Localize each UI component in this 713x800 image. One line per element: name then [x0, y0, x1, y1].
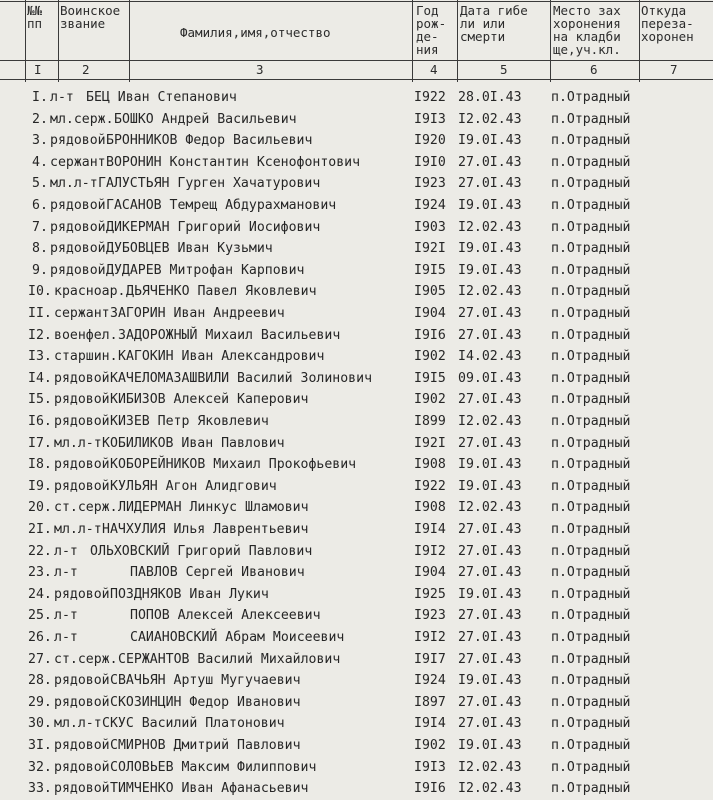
- death-date: 27.0I.43: [458, 565, 522, 581]
- header-divider: [412, 0, 413, 82]
- birth-year: I9I4: [414, 716, 446, 732]
- birth-year: I9I6: [414, 327, 446, 343]
- burial-place: п.Отрадный: [551, 716, 631, 732]
- military-rank: мл.л-т: [54, 435, 102, 451]
- burial-place: п.Отрадный: [551, 133, 631, 149]
- military-rank: старшин.: [54, 349, 118, 365]
- header-number: 5: [500, 62, 508, 77]
- table-row: [0, 196, 713, 216]
- birth-year: I904: [414, 565, 446, 581]
- military-rank: ст.серж.: [54, 651, 118, 667]
- full-name: СМИРНОВ Дмитрий Павлович: [110, 738, 301, 753]
- burial-place: п.Отрадный: [551, 781, 631, 797]
- burial-place: п.Отрадный: [551, 241, 631, 257]
- header-col-death-date: Дата гибе ли или смерти: [460, 3, 528, 44]
- table-header: [0, 0, 713, 82]
- military-rank: военфел.: [54, 327, 118, 343]
- burial-place: п.Отрадный: [551, 219, 631, 235]
- header-divider: [639, 0, 640, 82]
- table-row: [0, 239, 713, 259]
- table-row: [0, 347, 713, 367]
- military-rank: рядовой: [54, 478, 110, 494]
- birth-year: I904: [414, 306, 446, 321]
- table-row: [0, 282, 713, 302]
- military-rank: рядовой: [50, 198, 106, 213]
- row-number: 5.: [32, 176, 48, 192]
- death-date: 27.0I.43: [458, 630, 522, 645]
- birth-year: I922: [414, 90, 446, 105]
- burial-place: п.Отрадный: [551, 327, 631, 343]
- full-name: ПОПОВ Алексей Алексеевич: [130, 608, 321, 624]
- birth-year: I9I2: [414, 543, 446, 559]
- table-row: [0, 477, 713, 497]
- row-number: 9.: [32, 262, 48, 278]
- military-rank: мл.л-т: [54, 716, 102, 732]
- full-name: КОБИЛИКОВ Иван Павлович: [102, 435, 285, 451]
- header-col-burial-place: Место зах хоронения на кладби ще,уч.кл.: [553, 3, 621, 57]
- full-name: ТИМЧЕНКО Иван Афанасьевич: [110, 781, 309, 797]
- header-number: 2: [82, 62, 90, 77]
- header-bottom-rule: [0, 79, 713, 80]
- death-date: 28.0I.43: [458, 90, 522, 105]
- burial-place: п.Отрадный: [551, 500, 631, 516]
- death-date: 27.0I.43: [458, 716, 522, 732]
- row-number: 2I.: [28, 522, 52, 537]
- birth-year: I923: [414, 608, 446, 624]
- birth-year: I9I6: [414, 781, 446, 797]
- full-name: КИЗЕВ Петр Яковлевич: [110, 414, 269, 429]
- header-divider: [25, 0, 26, 82]
- table-row: [0, 585, 713, 605]
- military-rank: рядовой: [50, 241, 106, 257]
- birth-year: I924: [414, 198, 446, 213]
- death-date: 27.0I.43: [458, 435, 522, 451]
- full-name: СВАЧЬЯН Артуш Мугучаевич: [110, 673, 301, 689]
- death-date: 27.0I.43: [458, 651, 522, 667]
- full-name: ПАВЛОВ Сергей Иванович: [130, 565, 305, 581]
- table-row: [0, 736, 713, 756]
- military-rank: рядовой: [54, 392, 110, 408]
- header-number: 6: [590, 62, 598, 77]
- birth-year: I9I0: [414, 154, 446, 170]
- table-row: [0, 520, 713, 540]
- death-date: 27.0I.43: [458, 176, 522, 192]
- military-rank: мл.л-т: [54, 522, 102, 537]
- row-number: 7.: [32, 219, 48, 235]
- full-name: СОЛОВЬЕВ Максим Филиппович: [110, 759, 317, 775]
- row-number: 28.: [28, 673, 52, 689]
- full-name: КАГОКИН Иван Александрович: [118, 349, 325, 365]
- full-name: КУЛЬЯН Агон Алидгович: [110, 478, 277, 494]
- military-rank: сержант: [54, 306, 110, 321]
- full-name: КАЧЕЛОМАЗАШВИЛИ Василий Золинович: [110, 370, 373, 386]
- military-rank: л-т: [54, 543, 78, 559]
- death-date: I2.02.43: [458, 111, 522, 127]
- birth-year: I924: [414, 673, 446, 689]
- full-name: СЕРЖАНТОВ Василий Михайлович: [118, 651, 341, 667]
- military-rank: рядовой: [54, 673, 110, 689]
- burial-place: п.Отрадный: [551, 176, 631, 192]
- full-name: ДИКЕРМАН Григорий Иосифович: [106, 219, 321, 235]
- full-name: ОЛЬХОВСКИЙ Григорий Павлович: [90, 543, 313, 559]
- table-row: [0, 714, 713, 734]
- table-row: [0, 110, 713, 130]
- death-date: I9.0I.43: [458, 457, 522, 473]
- row-number: 3.: [32, 133, 48, 149]
- full-name: ДУДАРЕВ Митрофан Карпович: [106, 262, 305, 278]
- table-row: [0, 758, 713, 778]
- row-number: 33.: [28, 781, 52, 797]
- row-number: 8.: [32, 241, 48, 257]
- table-row: [0, 369, 713, 389]
- military-rank: л-т: [50, 90, 74, 105]
- death-date: I2.02.43: [458, 781, 522, 797]
- full-name: ДУБОВЦЕВ Иван Кузьмич: [106, 241, 273, 257]
- table-row: [0, 390, 713, 410]
- full-name: ГАЛУСТЬЯН Гурген Хачатурович: [98, 176, 321, 192]
- table-row: [0, 88, 713, 108]
- military-rank: рядовой: [54, 759, 110, 775]
- full-name: СКУС Василий Платонович: [102, 716, 285, 732]
- full-name: САИАНОВСКИЙ Абрам Моисеевич: [130, 630, 345, 645]
- table-row: [0, 434, 713, 454]
- military-rank: рядовой: [50, 133, 106, 149]
- military-rank: рядовой: [54, 694, 110, 710]
- row-number: I6.: [28, 414, 52, 429]
- header-top-rule: [0, 1, 713, 2]
- header-divider: [129, 0, 130, 82]
- row-number: I8.: [28, 457, 52, 473]
- row-number: 23.: [28, 565, 52, 581]
- military-rank: рядовой: [54, 370, 110, 386]
- burial-place: п.Отрадный: [551, 198, 631, 213]
- table-row: [0, 218, 713, 238]
- header-col-number: №№ пп: [27, 3, 43, 31]
- row-number: 2.: [32, 111, 48, 127]
- table-row: [0, 326, 713, 346]
- birth-year: I902: [414, 392, 446, 408]
- header-divider: [58, 0, 59, 82]
- row-number: II.: [28, 306, 52, 321]
- birth-year: I923: [414, 176, 446, 192]
- full-name: КИБИЗОВ Алексей Каперович: [110, 392, 309, 408]
- header-divider: [550, 0, 551, 82]
- table-row: [0, 455, 713, 475]
- death-date: 27.0I.43: [458, 694, 522, 710]
- header-col-rank: Воинское звание: [60, 3, 121, 31]
- row-number: I7.: [28, 435, 52, 451]
- full-name: ГАСАНОВ Темрещ Абдурахманович: [106, 198, 337, 213]
- military-rank: рядовой: [54, 738, 110, 753]
- table-row: [0, 131, 713, 151]
- row-number: 4.: [32, 154, 48, 170]
- row-number: I.: [32, 90, 48, 105]
- burial-place: п.Отрадный: [551, 694, 631, 710]
- birth-year: I92I: [414, 241, 446, 257]
- birth-year: I905: [414, 284, 446, 300]
- table-row: [0, 174, 713, 194]
- row-number: 20.: [28, 500, 52, 516]
- row-number: 3I.: [28, 738, 52, 753]
- burial-place: п.Отрадный: [551, 435, 631, 451]
- death-date: I2.02.43: [458, 759, 522, 775]
- birth-year: I9I5: [414, 370, 446, 386]
- death-date: 27.0I.43: [458, 543, 522, 559]
- table-row: [0, 153, 713, 173]
- burial-place: п.Отрадный: [551, 370, 631, 386]
- table-row: [0, 498, 713, 518]
- birth-year: I908: [414, 500, 446, 516]
- row-number: 29.: [28, 694, 52, 710]
- birth-year: I902: [414, 349, 446, 365]
- birth-year: I922: [414, 478, 446, 494]
- full-name: БРОННИКОВ Федор Васильевич: [106, 133, 313, 149]
- burial-place: п.Отрадный: [551, 630, 631, 645]
- row-number: I5.: [28, 392, 52, 408]
- military-rank: рядовой: [50, 219, 106, 235]
- death-date: I9.0I.43: [458, 738, 522, 753]
- death-date: 27.0I.43: [458, 392, 522, 408]
- death-date: I4.02.43: [458, 349, 522, 365]
- row-number: I2.: [28, 327, 52, 343]
- row-number: 26.: [28, 630, 52, 645]
- header-number: I: [34, 62, 42, 77]
- death-date: I2.02.43: [458, 219, 522, 235]
- full-name: НАЧХУЛИЯ Илья Лаврентьевич: [102, 522, 309, 537]
- full-name: СКОЗИНЦИН Федор Иванович: [110, 694, 301, 710]
- death-date: 27.0I.43: [458, 154, 522, 170]
- burial-place: п.Отрадный: [551, 586, 631, 602]
- birth-year: I920: [414, 133, 446, 149]
- burial-place: п.Отрадный: [551, 457, 631, 473]
- death-date: I2.02.43: [458, 500, 522, 516]
- header-number: 4: [430, 62, 438, 77]
- full-name: ДЬЯЧЕНКО Павел Яковлевич: [126, 284, 317, 300]
- birth-year: I9I3: [414, 759, 446, 775]
- birth-year: I899: [414, 414, 446, 429]
- full-name: БЕЦ Иван Степанович: [86, 90, 237, 105]
- birth-year: I92I: [414, 435, 446, 451]
- burial-place: п.Отрадный: [551, 608, 631, 624]
- full-name: КОБОРЕЙНИКОВ Михаил Прокофьевич: [110, 457, 357, 473]
- row-number: 25.: [28, 608, 52, 624]
- full-name: БОШКО Андрей Васильевич: [114, 111, 297, 127]
- table-row: [0, 779, 713, 799]
- table-row: [0, 628, 713, 648]
- death-date: 27.0I.43: [458, 306, 522, 321]
- military-rank: рядовой: [54, 586, 110, 602]
- row-number: I3.: [28, 349, 52, 365]
- death-date: I2.02.43: [458, 284, 522, 300]
- full-name: ПОЗДНЯКОВ Иван Лукич: [110, 586, 269, 602]
- header-mid-rule: [0, 60, 713, 61]
- death-date: I9.0I.43: [458, 241, 522, 257]
- military-rank: мл.серж.: [50, 111, 114, 127]
- table-row: [0, 671, 713, 691]
- burial-place: п.Отрадный: [551, 154, 631, 170]
- full-name: ВОРОНИН Константин Ксенофонтович: [106, 154, 361, 170]
- burial-place: п.Отрадный: [551, 414, 631, 429]
- full-name: ЗАДОРОЖНЫЙ Михаил Васильевич: [118, 327, 341, 343]
- burial-place: п.Отрадный: [551, 565, 631, 581]
- birth-year: I908: [414, 457, 446, 473]
- death-date: I9.0I.43: [458, 198, 522, 213]
- birth-year: I9I3: [414, 111, 446, 127]
- table-row: [0, 304, 713, 324]
- military-rank: л-т: [54, 565, 78, 581]
- table-row: [0, 693, 713, 713]
- row-number: 22.: [28, 543, 52, 559]
- military-rank: л-т: [54, 630, 78, 645]
- death-date: 27.0I.43: [458, 327, 522, 343]
- burial-place: п.Отрадный: [551, 90, 631, 105]
- birth-year: I9I2: [414, 630, 446, 645]
- burial-place: п.Отрадный: [551, 759, 631, 775]
- row-number: 32.: [28, 759, 52, 775]
- header-col-name: Фамилия,имя,отчество: [180, 25, 331, 40]
- full-name: ЗАГОРИН Иван Андреевич: [110, 306, 285, 321]
- burial-place: п.Отрадный: [551, 478, 631, 494]
- death-date: 27.0I.43: [458, 608, 522, 624]
- military-rank: л-т: [54, 608, 78, 624]
- burial-place: п.Отрадный: [551, 543, 631, 559]
- table-row: [0, 650, 713, 670]
- burial-place: п.Отрадный: [551, 284, 631, 300]
- row-number: 30.: [28, 716, 52, 732]
- burial-place: п.Отрадный: [551, 651, 631, 667]
- burial-place: п.Отрадный: [551, 111, 631, 127]
- military-rank: ст.серж.: [54, 500, 118, 516]
- death-date: 27.0I.43: [458, 522, 522, 537]
- birth-year: I903: [414, 219, 446, 235]
- military-rank: сержант: [50, 154, 106, 170]
- military-rank: рядовой: [54, 457, 110, 473]
- military-rank: мл.л-т: [50, 176, 98, 192]
- table-row: [0, 261, 713, 281]
- burial-place: п.Отрадный: [551, 522, 631, 537]
- table-row: [0, 606, 713, 626]
- row-number: I9.: [28, 478, 52, 494]
- row-number: 6.: [32, 198, 48, 213]
- birth-year: I925: [414, 586, 446, 602]
- death-date: I9.0I.43: [458, 262, 522, 278]
- burial-place: п.Отрадный: [551, 349, 631, 365]
- military-rank: рядовой: [54, 414, 110, 429]
- birth-year: I9I5: [414, 262, 446, 278]
- header-divider: [457, 0, 458, 82]
- death-date: I9.0I.43: [458, 133, 522, 149]
- header-number: 7: [670, 62, 678, 77]
- death-date: I2.02.43: [458, 414, 522, 429]
- header-col-birth-year: Год рож- де- ния: [416, 3, 447, 57]
- death-date: I9.0I.43: [458, 673, 522, 689]
- burial-place: п.Отрадный: [551, 306, 631, 321]
- military-rank: рядовой: [50, 262, 106, 278]
- birth-year: I897: [414, 694, 446, 710]
- burial-place: п.Отрадный: [551, 262, 631, 278]
- full-name: ЛИДЕРМАН Линкус Шламович: [118, 500, 309, 516]
- header-number: 3: [256, 62, 264, 77]
- table-row: [0, 542, 713, 562]
- burial-place: п.Отрадный: [551, 392, 631, 408]
- burial-place: п.Отрадный: [551, 673, 631, 689]
- birth-year: I9I7: [414, 651, 446, 667]
- row-number: 27.: [28, 651, 52, 667]
- death-date: I9.0I.43: [458, 586, 522, 602]
- death-date: 09.0I.43: [458, 370, 522, 386]
- row-number: I4.: [28, 370, 52, 386]
- birth-year: I902: [414, 738, 446, 753]
- row-number: I0.: [28, 284, 52, 300]
- header-col-reburied-from: Откуда переза- хоронен: [641, 3, 694, 44]
- death-date: I9.0I.43: [458, 478, 522, 494]
- military-rank: рядовой: [54, 781, 110, 797]
- table-row: [0, 563, 713, 583]
- table-row: [0, 412, 713, 432]
- row-number: 24.: [28, 586, 52, 602]
- burial-place: п.Отрадный: [551, 738, 631, 753]
- military-rank: краснoар.: [54, 284, 126, 300]
- birth-year: I9I4: [414, 522, 446, 537]
